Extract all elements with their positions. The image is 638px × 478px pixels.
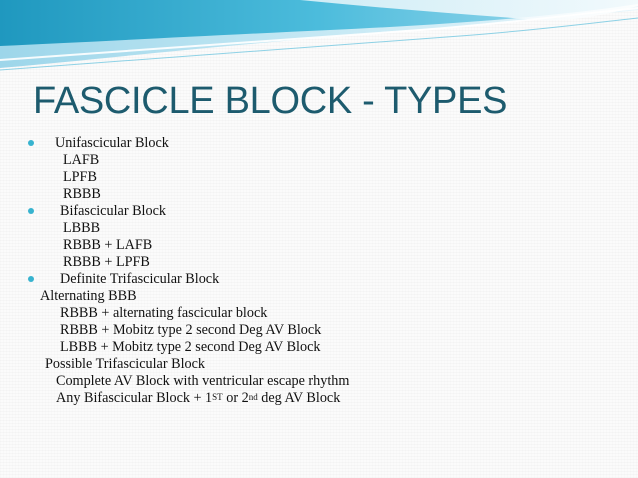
list-item-text — [56, 390, 340, 407]
list-item-text: Possible Trifascicular Block — [45, 356, 205, 372]
list-item-text: Bifascicular Block — [60, 203, 166, 219]
list-item-text: Unifascicular Block — [55, 135, 169, 151]
list-item-text: Definite Trifascicular Block — [60, 271, 220, 287]
list-item-text: Complete AV Block with ventricular escape rhythm — [56, 373, 350, 389]
list-item-text: RBBB + alternating fascicular block — [60, 305, 268, 321]
bullet-icon — [28, 208, 34, 214]
list-item-text: LBBB + Mobitz type 2 second Deg AV Block — [60, 339, 321, 355]
superscript: nd — [248, 392, 258, 402]
list-item-text: LPFB — [63, 169, 97, 185]
bullet-icon — [28, 276, 34, 282]
list-item-text: LAFB — [63, 152, 100, 168]
list-item-text: RBBB + Mobitz type 2 second Deg AV Block — [60, 322, 322, 338]
text-segment: Any Bifascicular Block + 1 — [56, 390, 213, 406]
list-item-text: RBBB + LAFB — [63, 237, 153, 253]
text-segment: or 2 — [222, 390, 249, 406]
list-item-text: RBBB + LPFB — [63, 254, 150, 270]
bullet-icon — [28, 140, 34, 146]
superscript: ST — [212, 392, 223, 402]
slide-title: FASCICLE BLOCK - TYPES — [33, 80, 508, 122]
list-item-text: Alternating BBB — [40, 288, 137, 304]
header-wave-decoration — [0, 0, 638, 75]
list-item-text: LBBB — [63, 220, 101, 236]
list-item-text: RBBB — [63, 186, 101, 202]
text-segment: deg AV Block — [257, 390, 341, 406]
